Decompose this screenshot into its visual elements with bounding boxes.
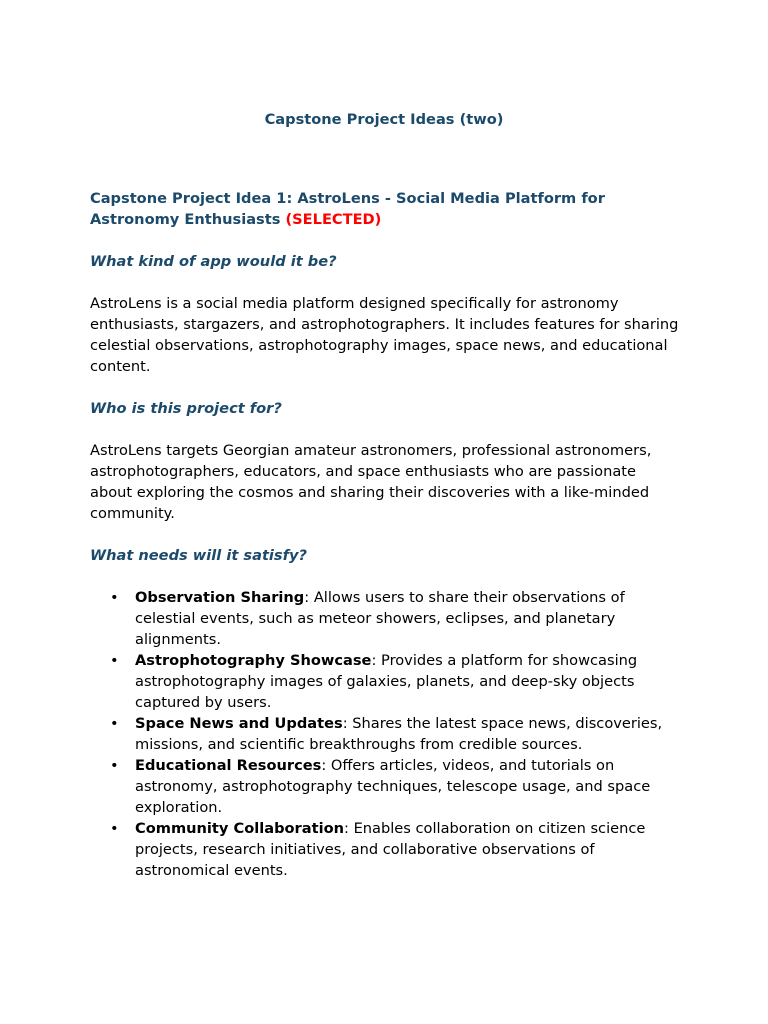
list-item-text: : Provides a platform for showcasing astrophotography images of galaxies, planets, and deep-sky objects captured by users. bbox=[135, 652, 638, 711]
spacer bbox=[90, 230, 680, 251]
list-item-text: : Allows users to share their observations of celestial events, such as meteor showers, eclipses, and planetary alignments. bbox=[135, 589, 625, 648]
idea-heading bbox=[90, 188, 680, 230]
section-heading-audience: Who is this project for? bbox=[90, 400, 282, 417]
bullet-icon: • bbox=[110, 652, 119, 669]
section-heading-app-kind: What kind of app would it be? bbox=[90, 253, 337, 270]
bullet-icon: • bbox=[110, 715, 119, 732]
section-heading-needs: What needs will it satisfy? bbox=[90, 547, 307, 564]
document-title: Capstone Project Ideas (two) bbox=[264, 111, 504, 128]
bullet-icon: • bbox=[110, 820, 119, 837]
list-item-title: Observation Sharing bbox=[135, 589, 305, 606]
needs-list bbox=[90, 587, 680, 881]
list-item bbox=[110, 818, 680, 881]
spacer bbox=[90, 419, 680, 440]
list-item bbox=[110, 755, 680, 818]
section-body-audience: AstroLens targets Georgian amateur astronomers, professional astronomers, astrophotographers, educators, and space enthusiasts who are passionate about exploring the cosmos and sharing their discoveries with a like-minded community. bbox=[90, 442, 652, 522]
list-item bbox=[110, 587, 680, 650]
spacer bbox=[90, 377, 680, 398]
idea-heading-text: Capstone Project Idea 1: AstroLens - Social Media Platform for Astronomy Enthusiasts bbox=[90, 190, 605, 228]
list-item-title: Community Collaboration bbox=[135, 820, 345, 837]
list-item bbox=[110, 650, 680, 713]
selected-tag: (SELECTED) bbox=[285, 211, 382, 228]
list-item-title: Space News and Updates bbox=[135, 715, 343, 732]
list-item-text: : Offers articles, videos, and tutorials on astronomy, astrophotography techniques, telescope usage, and space exploration. bbox=[135, 757, 651, 816]
bullet-icon: • bbox=[110, 589, 119, 606]
list-item-title: Educational Resources bbox=[135, 757, 322, 774]
list-item-title: Astrophotography Showcase bbox=[135, 652, 372, 669]
spacer bbox=[90, 524, 680, 545]
list-item-text: : Enables collaboration on citizen science projects, research initiatives, and collaborative observations of astronomical events. bbox=[135, 820, 646, 879]
spacer bbox=[90, 566, 680, 587]
spacer bbox=[90, 272, 680, 293]
list-item bbox=[110, 713, 680, 755]
bullet-icon: • bbox=[110, 757, 119, 774]
document-content bbox=[90, 188, 680, 881]
list-item-text: : Shares the latest space news, discoveries, missions, and scientific breakthroughs from credible sources. bbox=[135, 715, 663, 753]
section-body-app-kind: AstroLens is a social media platform designed specifically for astronomy enthusiasts, stargazers, and astrophotographers. It includes features for sharing celestial observations, astrophotography images, space news, and educational content. bbox=[90, 295, 679, 375]
